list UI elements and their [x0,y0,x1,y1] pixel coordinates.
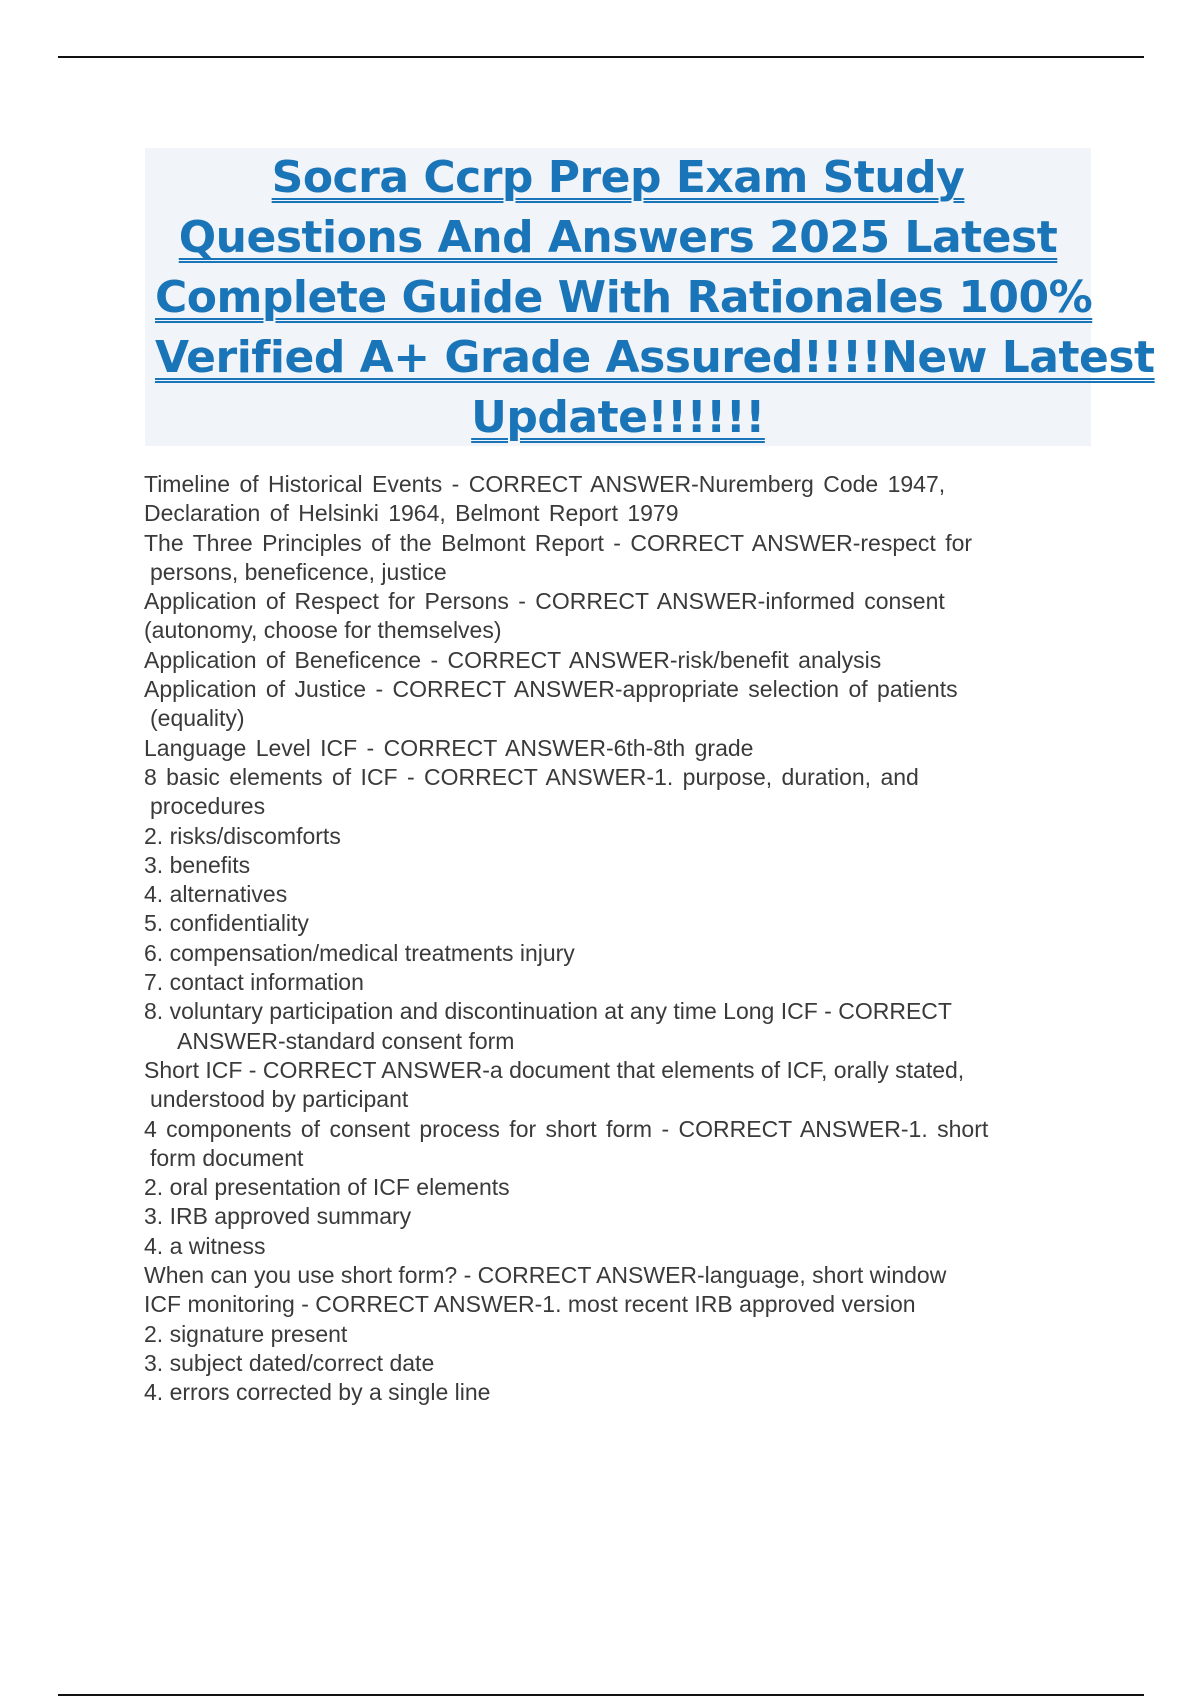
qa-line: 8 basic elements of ICF - CORRECT ANSWER-1. purpose, duration, and [144,763,919,790]
qa-line: 3. benefits [144,851,251,878]
header-rule [58,56,1144,58]
qa-line: Short ICF - CORRECT ANSWER-a document that elements of ICF, orally stated, [144,1056,965,1083]
qa-line: 2. signature present [144,1320,348,1347]
qa-line: Timeline of Historical Events - CORRECT ANSWER-Nuremberg Code 1947, [144,471,946,497]
qa-line: (equality) [150,705,245,732]
title-banner [145,148,1155,446]
qa-line: 3. IRB approved summary [144,1203,412,1230]
qa-line: Application of Respect for Persons - CORRECT ANSWER-informed consent [144,588,945,615]
qa-line: 4 components of consent process for short form - CORRECT ANSWER-1. short [144,1115,989,1142]
qa-line: Declaration of Helsinki 1964, Belmont Report 1979 [144,500,679,527]
qa-line: 2. risks/discomforts [144,822,341,849]
title-line[interactable]: Questions And Answers 2025 Latest [178,212,1058,263]
qa-line: ANSWER-standard consent form [177,1027,515,1054]
qa-line: procedures [150,793,266,820]
qa-line: 2. oral presentation of ICF elements [144,1174,510,1201]
qa-line: Application of Beneficence - CORRECT ANSWER-risk/benefit analysis [144,646,882,673]
qa-line: ICF monitoring - CORRECT ANSWER-1. most recent IRB approved version [144,1291,916,1318]
document-title[interactable] [155,148,1155,448]
qa-line: form document [150,1144,304,1171]
qa-line: 7. contact information [144,969,364,996]
qa-body [144,470,1064,1408]
qa-line: The Three Principles of the Belmont Report - CORRECT ANSWER-respect for [144,529,973,556]
qa-line: 4. errors corrected by a single line [144,1379,491,1406]
title-line[interactable]: Socra Ccrp Prep Exam Study [271,152,965,203]
footer-rule [58,1694,1144,1696]
qa-line: (autonomy, choose for themselves) [144,617,502,644]
title-line[interactable]: Complete Guide With Rationales 100% [155,272,1093,323]
qa-line: 3. subject dated/correct date [144,1349,435,1376]
title-line[interactable]: Verified A+ Grade Assured!!!!New Latest [155,332,1155,383]
qa-line: understood by participant [150,1086,409,1113]
title-line[interactable]: Update!!!!!! [471,392,765,443]
qa-line: 4. alternatives [144,881,288,908]
qa-line: Application of Justice - CORRECT ANSWER-appropriate selection of patients [144,676,958,703]
qa-line: 8. voluntary participation and discontinuation at any time Long ICF - CORRECT [144,998,952,1025]
qa-line: 6. compensation/medical treatments injury [144,939,575,966]
qa-line: 5. confidentiality [144,910,309,937]
qa-line: When can you use short form? - CORRECT ANSWER-language, short window [144,1262,947,1289]
qa-line: Language Level ICF - CORRECT ANSWER-6th-8th grade [144,734,754,761]
qa-line: persons, beneficence, justice [150,558,447,585]
qa-line: 4. a witness [144,1232,266,1259]
